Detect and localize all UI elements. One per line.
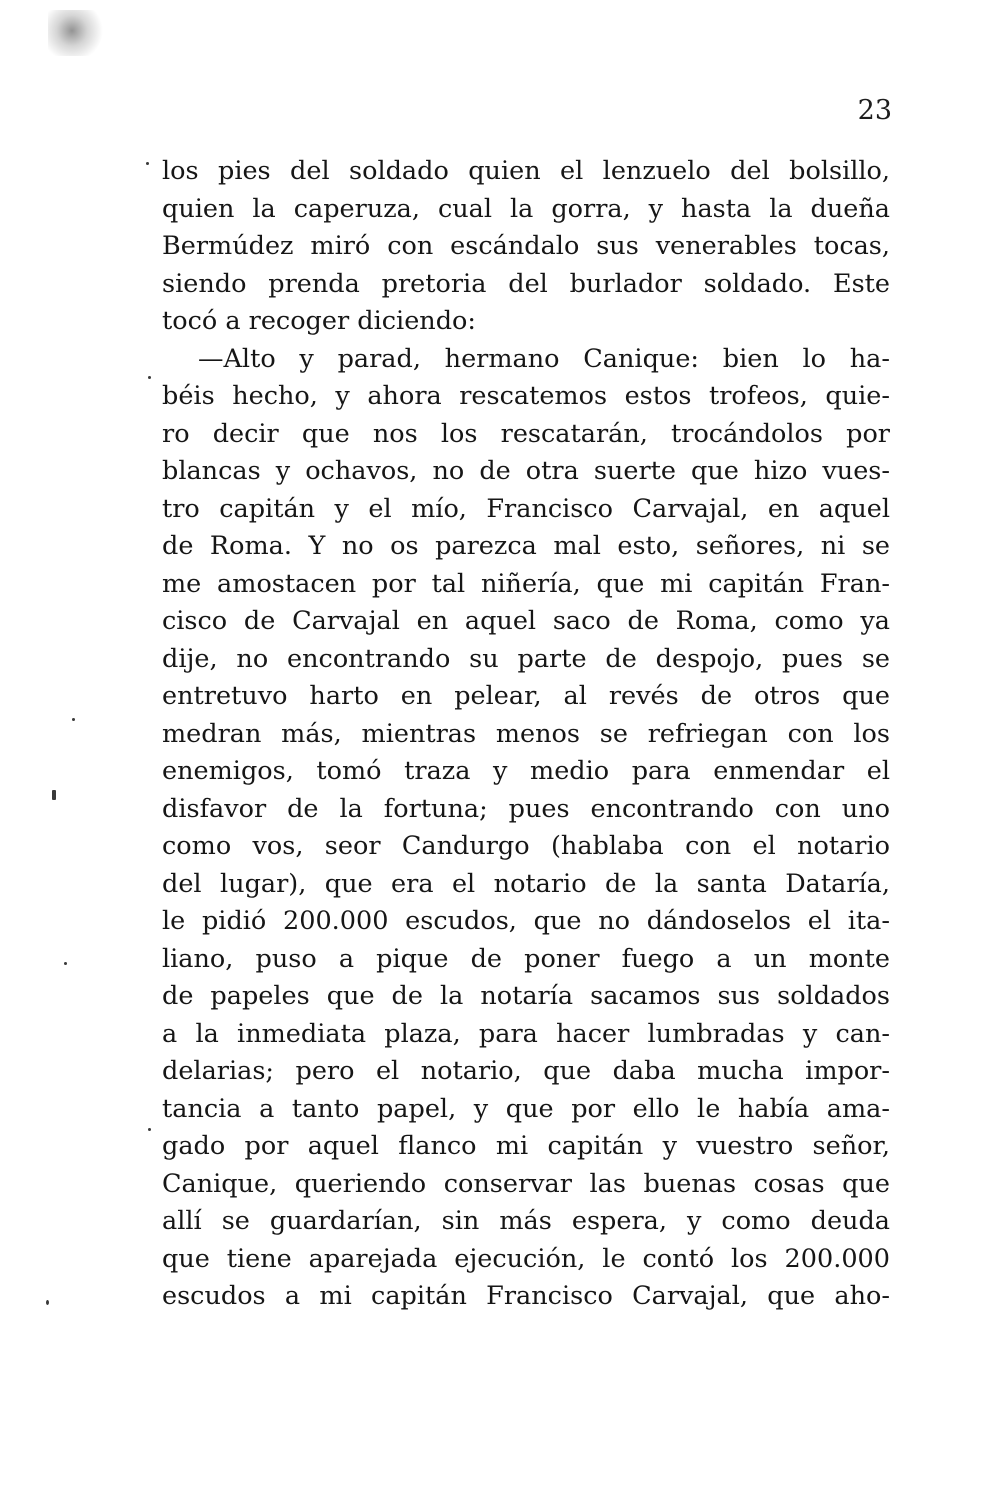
- text-line: liano, puso a pique de poner fuego a un monte: [162, 943, 890, 974]
- ink-smudge: [48, 10, 108, 56]
- text-line: allí se guardarían, sin más espera, y como deuda: [162, 1206, 890, 1236]
- text-line: de papeles que de la notaría sacamos sus soldados: [162, 981, 890, 1011]
- text-line: disfavor de la fortuna; pues encontrando con uno: [162, 793, 890, 824]
- text-line: de Roma. Y no os parezca mal esto, señores, ni se: [162, 531, 890, 561]
- text-line: entretuvo harto en pelear, al revés de otros que: [162, 681, 890, 711]
- text-line: a la inmediata plaza, para hacer lumbradas y can-: [162, 1018, 890, 1049]
- text-line: tro capitán y el mío, Francisco Carvajal, en aquel: [162, 493, 890, 524]
- ink-speck: [72, 718, 75, 721]
- text-line: que tiene aparejada ejecución, le contó los 200.000: [162, 1243, 890, 1274]
- text-line: medran más, mientras menos se refriegan con los: [162, 718, 890, 749]
- text-line: gado por aquel flanco mi capitán y vuestro señor,: [162, 1131, 890, 1161]
- ink-speck: [148, 1128, 151, 1131]
- text-line: tancia a tanto papel, y que por ello le había ama-: [162, 1093, 890, 1124]
- page-number: 23: [857, 95, 892, 126]
- text-line: ro decir que nos los rescatarán, trocándolos por: [162, 418, 890, 449]
- text-line: del lugar), que era el notario de la santa Dataría,: [162, 868, 890, 899]
- body-text: [162, 153, 890, 1316]
- text-line: me amostacen por tal niñería, que mi capitán Fran-: [162, 568, 890, 599]
- text-line: quien la caperuza, cual la gorra, y hasta la dueña: [162, 193, 890, 224]
- text-line: como vos, seor Candurgo (hablaba con el notario: [162, 831, 890, 861]
- ink-speck: [52, 790, 56, 800]
- text-line: enemigos, tomó traza y medio para enmendar el: [162, 756, 890, 786]
- ink-speck: [64, 962, 67, 965]
- text-line: cisco de Carvajal en aquel saco de Roma, como ya: [162, 606, 890, 636]
- text-line: tocó a recoger diciendo:: [162, 306, 476, 336]
- text-line: —Alto y parad, hermano Canique: bien lo ha-: [198, 343, 890, 374]
- text-line: Canique, queriendo conservar las buenas cosas que: [162, 1168, 890, 1199]
- ink-speck: [46, 1300, 49, 1305]
- text-line: escudos a mi capitán Francisco Carvajal, que aho-: [162, 1281, 890, 1311]
- text-line: Bermúdez miró con escándalo sus venerables tocas,: [162, 231, 890, 261]
- text-line: béis hecho, y ahora rescatemos estos trofeos, quie-: [162, 381, 890, 411]
- text-line: blancas y ochavos, no de otra suerte que hizo vues-: [162, 456, 890, 486]
- ink-speck: [148, 376, 151, 379]
- text-line: los pies del soldado quien el lenzuelo del bolsillo,: [162, 156, 890, 186]
- text-line: delarias; pero el notario, que daba mucha impor-: [162, 1056, 890, 1086]
- text-line: le pidió 200.000 escudos, que no dándoselos el ita-: [162, 906, 890, 936]
- text-line: siendo prenda pretoria del burlador soldado. Este: [162, 268, 890, 299]
- text-line: dije, no encontrando su parte de despojo, pues se: [162, 643, 890, 674]
- ink-speck: [146, 162, 149, 165]
